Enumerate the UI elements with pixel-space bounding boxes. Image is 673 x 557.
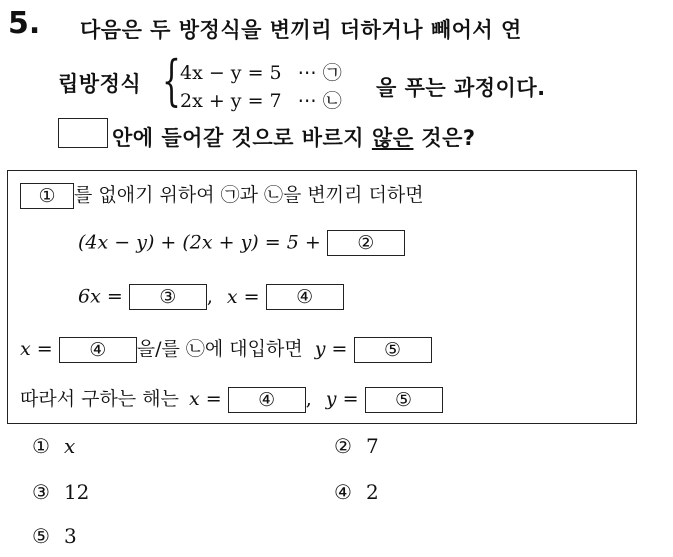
solution-row-1: [20, 180, 424, 209]
equation-1: [180, 58, 342, 85]
question-line-1: 다음은 두 방정식을 변끼리 더하거나 빼어서 연: [80, 18, 522, 42]
system-brace: {: [162, 49, 181, 112]
solution-row-3: [78, 284, 344, 310]
question-line-2-suffix: 을 푸는 과정이다.: [376, 76, 546, 100]
solution-row-4: [20, 334, 432, 363]
option-3-value: 12: [63, 480, 90, 504]
option-5-value: 3: [63, 524, 77, 548]
question-line-3-a: 안에 들어갈 것으로 바르지: [112, 126, 365, 150]
blank-2: ②: [327, 230, 405, 256]
equation-1-text: 4x − y = 5: [180, 62, 282, 84]
row-5-sep: ,: [305, 388, 312, 410]
row-5-lhs-2: y =: [325, 388, 359, 410]
row-3-lhs-2: x =: [226, 285, 260, 308]
blank-5-final: ⑤: [365, 387, 443, 413]
row-4-rhs: y =: [314, 338, 348, 360]
option-2-marker: ②: [334, 434, 352, 458]
option-4[interactable]: [334, 480, 379, 504]
option-3[interactable]: [32, 480, 89, 504]
option-2-value: 7: [365, 434, 379, 458]
question-line-3: [112, 122, 476, 152]
blank-5: ⑤: [354, 337, 432, 363]
option-2[interactable]: [334, 434, 379, 458]
question-line-3-b: 것은?: [421, 126, 476, 150]
question-line-2-prefix: 립방정식: [58, 72, 142, 96]
blank-4-repeat: ④: [59, 337, 137, 363]
option-5[interactable]: [32, 524, 77, 548]
row-3-lhs-1: 6x =: [78, 285, 123, 308]
row-3-sep: ,: [206, 285, 213, 308]
row-2-expr: (4x − y) + (2x + y) = 5 +: [78, 231, 321, 254]
row-5-text: 따라서 구하는 해는: [20, 388, 179, 410]
row-4-mid: 을/를 ㉡에 대입하면: [136, 338, 303, 360]
option-3-marker: ③: [32, 480, 50, 504]
option-4-value: 2: [365, 480, 379, 504]
equation-1-tag: ⋯ ㉠: [297, 62, 342, 84]
solution-row-2: [78, 230, 405, 256]
blank-1: ①: [20, 183, 74, 209]
row-1-text: 를 없애기 위하여 ㉠과 ㉡을 변끼리 더하면: [74, 184, 424, 206]
solution-row-5: [20, 384, 443, 413]
row-4-lhs: x =: [20, 338, 53, 360]
equation-2: [180, 86, 342, 113]
question-line-3-underlined: 않은: [371, 126, 414, 150]
blank-4-final: ④: [228, 387, 306, 413]
option-1[interactable]: [32, 434, 75, 458]
blank-3: ③: [129, 284, 207, 310]
row-5-lhs-1: x =: [188, 388, 222, 410]
blank-4: ④: [266, 284, 344, 310]
option-4-marker: ④: [334, 480, 352, 504]
question-number: 5.: [8, 6, 41, 41]
option-5-marker: ⑤: [32, 524, 50, 548]
option-1-marker: ①: [32, 434, 50, 458]
option-1-value: x: [63, 434, 76, 458]
blank-box-header: [58, 118, 108, 148]
equation-2-text: 2x + y = 7: [180, 90, 282, 112]
equation-2-tag: ⋯ ㉡: [297, 90, 342, 112]
